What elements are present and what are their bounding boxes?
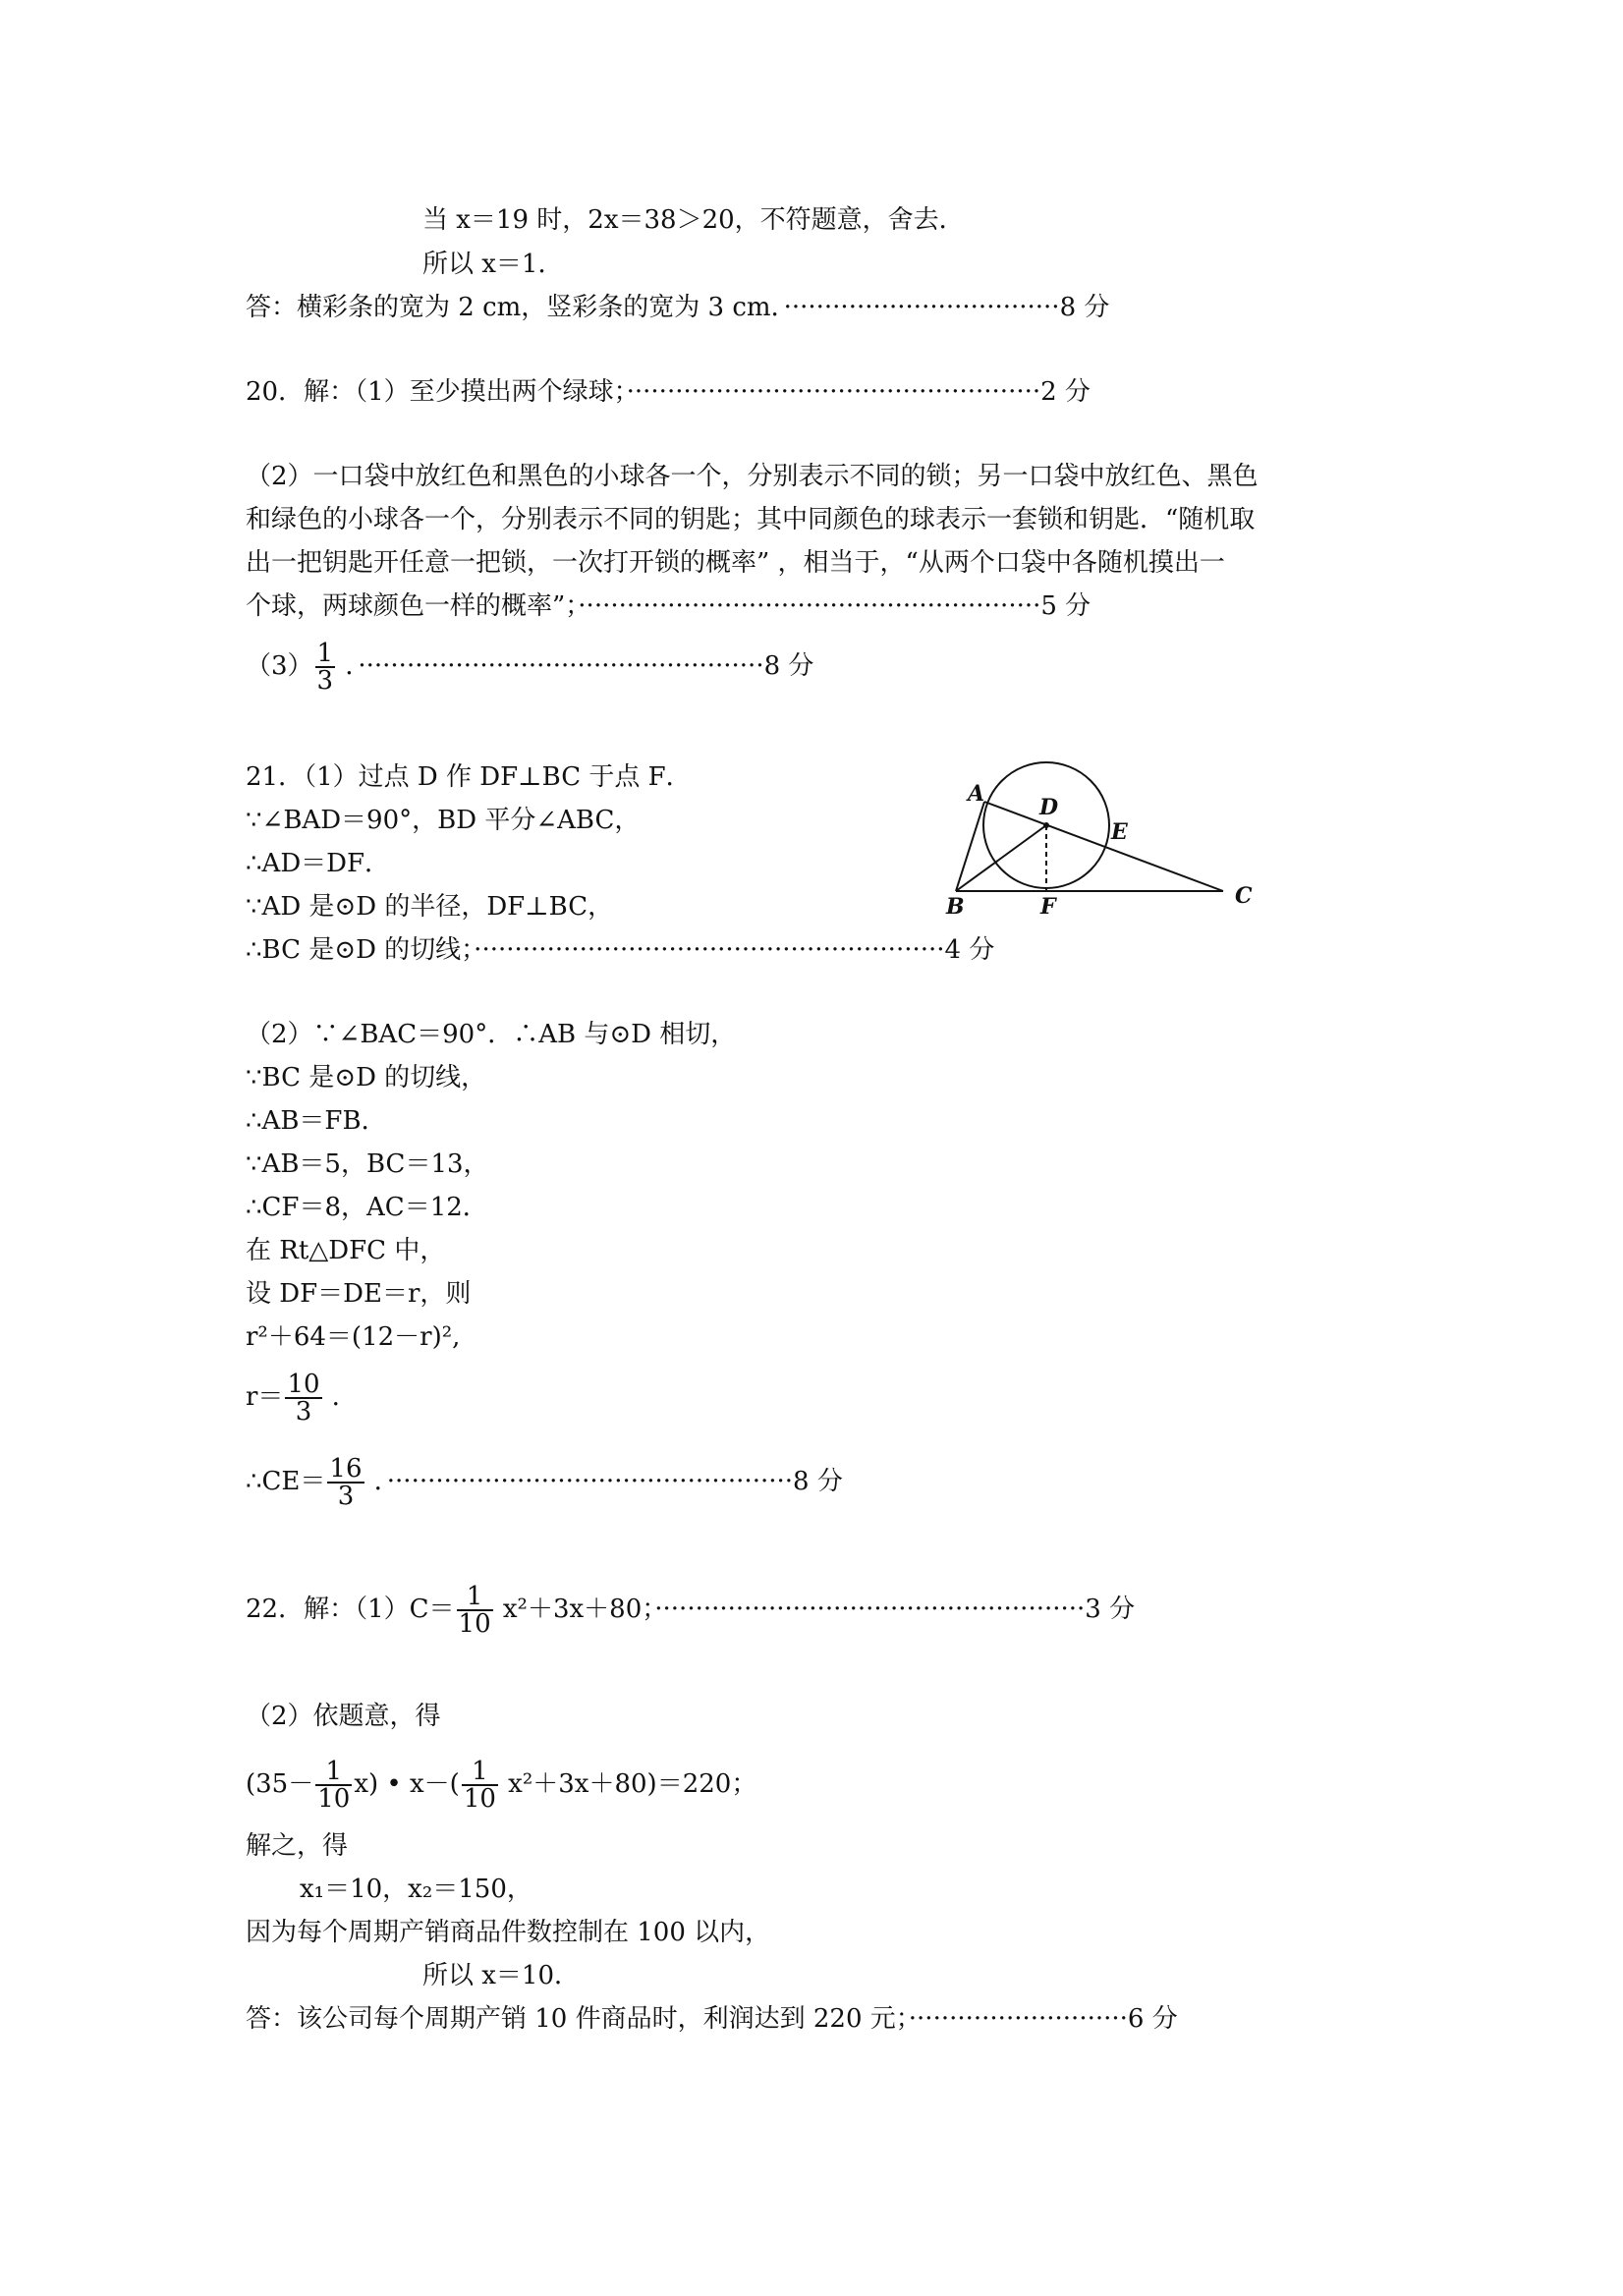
text-line: 答：横彩条的宽为 2 cm，竖彩条的宽为 3 cm．··································8 分 xyxy=(246,293,1110,322)
fraction-denominator: 10 xyxy=(458,1609,491,1639)
fraction-suffix: x²＋3x＋80；·····················································3 分 xyxy=(494,1595,1136,1624)
label-d: D xyxy=(1039,795,1059,820)
equation-part: x) • x－( xyxy=(354,1769,460,1799)
fraction-denominator: 10 xyxy=(463,1784,496,1814)
geometry-figure xyxy=(938,761,1262,928)
fraction-numerator: 1 xyxy=(316,639,334,668)
text-line: 在 Rt△DFC 中， xyxy=(246,1236,446,1265)
text-line: 答：该公司每个周期产销 10 件商品时，利润达到 220 元；···························6 分 xyxy=(246,2004,1178,2034)
fraction-line xyxy=(246,1456,843,1509)
fraction-prefix: （3） xyxy=(246,651,313,681)
fraction-suffix: ．··················································8 分 xyxy=(337,651,814,681)
text-line: ∴AD＝DF． xyxy=(246,849,391,878)
label-f: F xyxy=(1040,894,1056,920)
equation-part: (35－ xyxy=(246,1769,314,1799)
fraction-suffix: ．··················································8 分 xyxy=(365,1467,843,1496)
text-line: 21．（1）过点 D 作 DF⊥BC 于点 F． xyxy=(246,762,692,792)
point-d xyxy=(1043,822,1049,828)
segment-bd xyxy=(956,825,1046,891)
text-line: 出一把钥匙开任意一把锁，一次打开锁的概率” ，相当于，“从两个口袋中各随机摸出一 xyxy=(246,548,1225,578)
text-line: ∴BC 是⊙D 的切线；··························································4 分 xyxy=(246,935,995,965)
text-line: r²＋64＝(12－r)², xyxy=(246,1322,461,1352)
fraction-denominator: 3 xyxy=(337,1482,355,1511)
text-line: 和绿色的小球各一个，分别表示不同的钥匙；其中同颜色的球表示一套锁和钥匙．“随机取 xyxy=(246,505,1256,534)
equation-line xyxy=(246,1759,756,1812)
equation-part: x²＋3x＋80)＝220； xyxy=(499,1769,757,1799)
fraction-line xyxy=(246,641,813,694)
fraction-prefix: r＝ xyxy=(246,1382,284,1412)
text-line: 所以 x＝1． xyxy=(422,250,564,279)
label-a: A xyxy=(968,781,985,807)
text-line: ∴AB＝FB． xyxy=(246,1106,387,1136)
text-line: 20．解：（1）至少摸出两个绿球；···················································2 分 xyxy=(246,377,1091,407)
text-line: ∵AB＝5，BC＝13， xyxy=(246,1149,489,1179)
fraction xyxy=(315,641,336,694)
fraction-numerator: 1 xyxy=(315,1759,352,1786)
text-line: 当 x＝19 时，2x＝38＞20，不符题意，舍去． xyxy=(422,205,965,235)
fraction-numerator: 16 xyxy=(329,1454,363,1484)
fraction-denominator: 3 xyxy=(295,1397,312,1427)
text-line: （2）依题意，得 xyxy=(246,1702,441,1731)
fraction-line xyxy=(246,1584,1135,1637)
segment-ac xyxy=(984,802,1223,891)
text-line: ∵∠BAD＝90°，BD 平分∠ABC， xyxy=(246,806,641,835)
text-line: 解之，得 xyxy=(246,1831,349,1861)
label-b: B xyxy=(946,894,965,920)
text-line: 因为每个周期产销商品件数控制在 100 以内， xyxy=(246,1918,771,1947)
text-line: 个球，两球颜色一样的概率”；·························································5 分 xyxy=(246,591,1091,621)
text-line: ∴CF＝8，AC＝12． xyxy=(246,1193,488,1222)
fraction-numerator: 1 xyxy=(457,1584,493,1611)
fraction-denominator: 10 xyxy=(317,1784,351,1814)
text-line: x₁＝10，x₂＝150， xyxy=(300,1875,532,1904)
fraction-denominator: 3 xyxy=(316,666,334,696)
fraction xyxy=(457,1584,493,1637)
text-line: 设 DF＝DE＝r，则 xyxy=(246,1279,472,1309)
text-line: 所以 x＝10． xyxy=(422,1961,581,1990)
text-line: （2）一口袋中放红色和黑色的小球各一个，分别表示不同的锁；另一口袋中放红色、黑色 xyxy=(246,462,1259,491)
segment-ab xyxy=(956,802,984,891)
fraction xyxy=(462,1759,498,1812)
fraction-prefix: ∴CE＝ xyxy=(246,1467,326,1496)
fraction xyxy=(285,1372,321,1425)
text-line: （2）∵∠BAC＝90°．∴AB 与⊙D 相切， xyxy=(246,1020,737,1049)
label-e: E xyxy=(1111,819,1128,845)
fraction xyxy=(315,1759,352,1812)
text-line: ∵BC 是⊙D 的切线， xyxy=(246,1063,487,1092)
fraction-suffix: ． xyxy=(323,1382,358,1412)
fraction-numerator: 10 xyxy=(287,1370,320,1399)
fraction xyxy=(327,1456,364,1509)
fraction-prefix: 22．解：（1）C＝ xyxy=(246,1595,455,1624)
fraction-numerator: 1 xyxy=(462,1759,498,1786)
label-c: C xyxy=(1235,883,1253,909)
text-line: ∵AD 是⊙D 的半径，DF⊥BC， xyxy=(246,892,614,922)
fraction-line xyxy=(246,1372,358,1425)
